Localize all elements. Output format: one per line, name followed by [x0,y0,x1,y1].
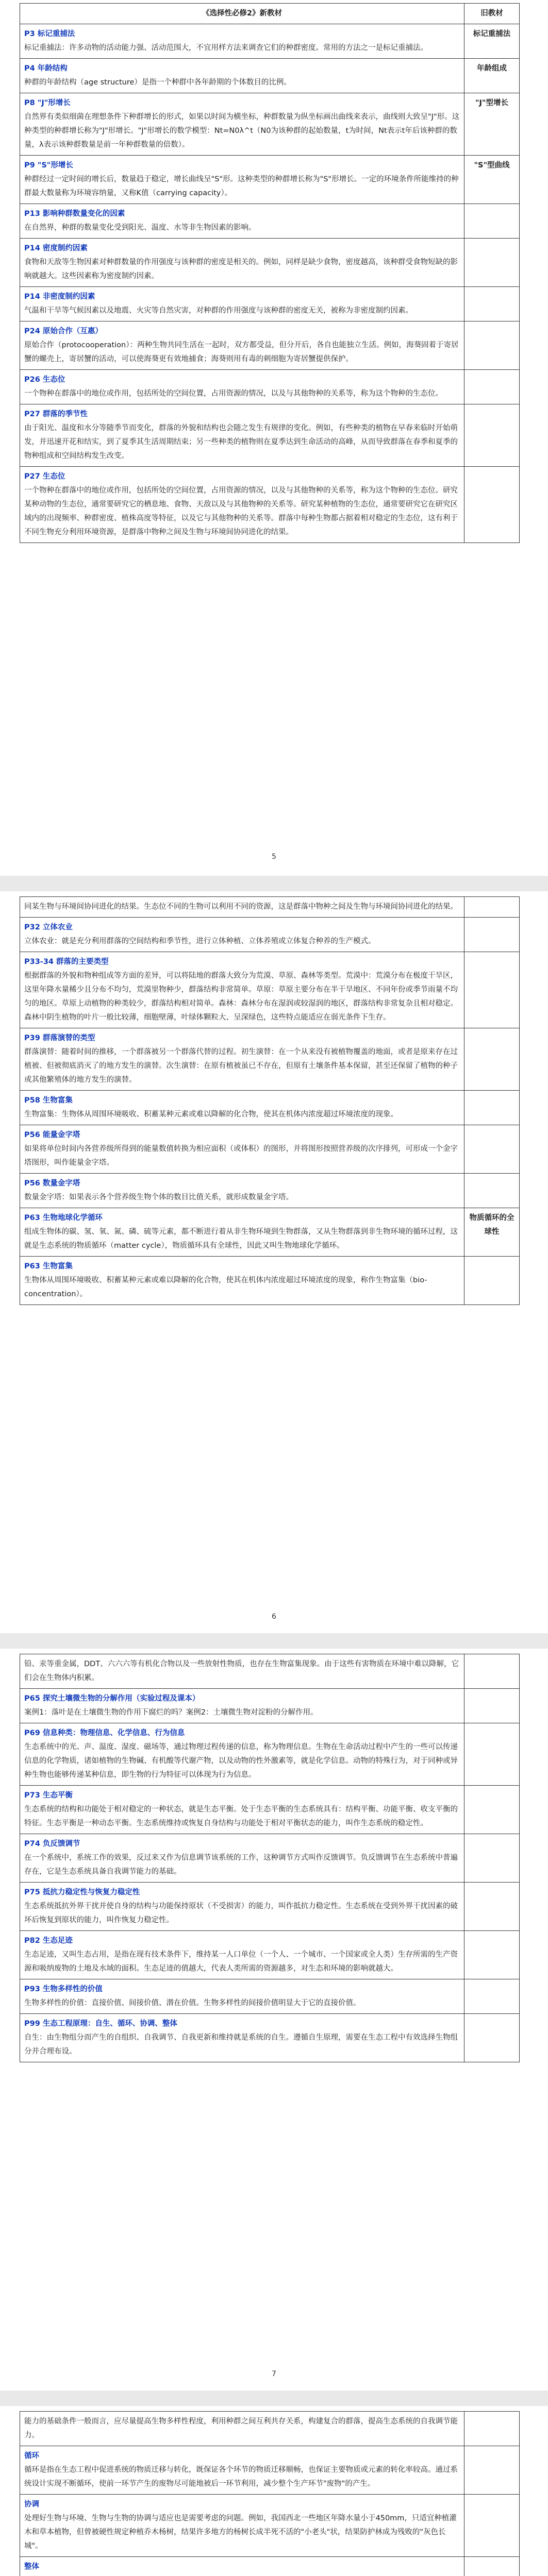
row-body: 立体农业：就是充分利用群落的空间结构和季节性，进行立体种植、立体养殖或立体复合种养的生产模式。 [24,937,376,945]
row-side-label [464,370,520,404]
comparison-table-page-3 [20,1654,520,2062]
row-title: P13 影响种群数量变化的因素 [24,210,125,218]
row-side-label [464,918,520,952]
table-row [20,1125,520,1174]
page-number: 5 [272,853,276,861]
row-title: P75 抵抗力稳定性与恢复力稳定性 [24,1888,140,1896]
table-row [20,156,520,204]
row-body: 食物和天敌等生物因素对种群数量的作用强度与该种群的密度是相关的。例如，同样是缺少食物，密度越高，该种群受食物短缺的影响就越大。这些因素称为密度制约因素。 [24,258,458,280]
document-page-1 [0,0,548,876]
row-side-label [464,2014,520,2062]
row-body: 同某生物与环境间协同进化的结果。生态位不同的生物可以利用不同的资源，这是群落中物种之间及生物与环境间协同进化的结果。 [24,903,458,911]
row-title: P56 数量金字塔 [24,1179,80,1188]
row-body: 能力的基础条件一般而言，应尽量提高生物多样性程度，利用种群之间互利共存关系，构建复合的群落，提高生态系统的自我调节能力。 [24,2417,458,2439]
page-separator [0,2391,548,2406]
row-title: P9 "S"形增长 [24,161,73,170]
table-row [20,2495,520,2557]
row-title: 协调 [24,2500,39,2509]
row-body: 气温和干旱等气候因素以及地震、火灾等自然灾害，对种群的作用强度与该种群的密度无关，被称为非密度制约因素。 [24,307,413,315]
table-row [20,1979,520,2014]
row-body: 生物体从周围环境吸收、积蓄某种元素或难以降解的化合物，使其在机体内浓度超过环境浓度的现象，称作生物富集（bio-concentration）。 [24,1276,427,1298]
table-row [20,239,520,287]
row-side-label [464,239,520,287]
document-page-3 [0,1649,548,2391]
row-side-label [464,1834,520,1883]
row-title: 整体 [24,2563,39,2571]
row-title: P3 标记重捕法 [24,30,75,38]
row-title: P27 生态位 [24,472,65,481]
table-row [20,1689,520,1723]
row-body: 处理好生物与环境、生物与生物的协调与适应也是需要考虑的问题。例如，我国西北一些地区年降水量小于450mm，只适宜种植灌木和草本植物，但曾被硬性规定种植乔木杨树，结果许多地方的杨树长成半死不活的"小老头"状，结果防护林成为残败的"灰色长城"。 [24,2514,457,2550]
row-body: 循环是指在生态工程中促进系统的物质迁移与转化，既保证各个环节的物质迁移顺畅，也保证主要物质或元素的转化率较高。通过系统设计实现不断循环，使前一环节产生的废物尽可能地被后一环节利用，减少整个生产环节"废物"的产生。 [24,2466,458,2488]
document-page-2 [0,891,548,1633]
row-title: P73 生态平衡 [24,1791,73,1800]
row-side-label [464,1654,520,1689]
table-row [20,93,520,156]
page-number: 6 [272,1613,276,1621]
table-row [20,1028,520,1091]
row-title: P27 群落的季节性 [24,410,88,418]
row-side-label [464,2495,520,2557]
row-side-label [464,2446,520,2495]
row-title: P24 原始合作（互惠） [24,327,103,335]
page-separator [0,876,548,891]
row-body: 案例1：落叶是在土壤微生物的作用下腐烂的吗？案例2：土壤微生物对淀粉的分解作用。 [24,1708,318,1717]
table-row [20,1208,520,1257]
row-title: P99 生态工程原理：自生、循环、协调、整体 [24,2020,177,2028]
table-row [20,404,520,467]
table-row [20,918,520,952]
row-title: P4 年龄结构 [24,64,68,73]
table-row [20,2446,520,2495]
row-side-label: 标记重捕法 [464,24,520,59]
row-side-label [464,2557,520,2576]
row-title: P56 能量金字塔 [24,1131,80,1139]
row-title: P14 非密度制约因素 [24,293,95,301]
row-body: 数量金字塔：如果表示各个营养级生物个体的数目比值关系，就形成数量金字塔。 [24,1193,293,1201]
table-row [20,1257,520,1305]
row-side-label [464,321,520,370]
row-side-label [464,1028,520,1091]
row-side-label [464,467,520,543]
table-row [20,1834,520,1883]
row-side-label [464,952,520,1028]
row-body: 生态足迹，又叫生态占用，是指在现有技术条件下，维持某一人口单位（一个人、一个城市、一个国家或全人类）生存所需的生产资源和吸纳废物的土地及水域的面积。生态足迹的值越大，代表人类所需的资源越多，对生态和环境的影响就越大。 [24,1951,458,1973]
comparison-table-page-1 [20,3,520,543]
table-row [20,59,520,93]
table-row [20,1654,520,1689]
table-row [20,897,520,918]
row-body [24,2574,460,2576]
row-side-label [464,1174,520,1208]
table-row [20,1174,520,1208]
row-side-label [464,1257,520,1305]
row-title: P39 群落演替的类型 [24,1034,95,1042]
table-row [20,952,520,1028]
table-header-cell: 《选择性必修2》新教材 [20,4,464,24]
row-title: P32 立体农业 [24,923,73,931]
row-title: P82 生态足迹 [24,1937,73,1945]
row-body: 种群经过一定时间的增长后，数量趋于稳定，增长曲线呈"S"形。这种类型的种群增长称为"S"形增长。一定的环境条件所能维持的种群最大数量称为环境容纳量，又称K值（carrying capacity）。 [24,175,459,197]
row-title: 循环 [24,2452,39,2460]
row-body: 在自然界，种群的数量变化受到阳光、温度、水等非生物因素的影响。 [24,224,256,232]
row-side-label [464,1723,520,1786]
row-body: 自然界有类似细菌在理想条件下种群增长的形式，如果以时间为横坐标，种群数量为纵坐标画出曲线来表示，曲线则大致呈"J"形。这种类型的种群增长称为"J"形增长。"J"形增长的数学模型：Nt=N0λ^t（N0为该种群的起始数量，t为时间，Nt表示t年后该种群的数量，λ表示该种群数量是前一年种群数量的倍数）。 [24,113,460,149]
row-body: 种群的年龄结构（age structure）是指一个种群中各年龄期的个体数目的比例。 [24,78,291,87]
table-row [20,1723,520,1786]
row-title: P26 生态位 [24,376,65,384]
page-separator [0,1633,548,1649]
row-body: 生态系统抵抗外界干扰并使自身的结构与功能保持原状（不受损害）的能力，叫作抵抗力稳定性。生态系统在受到外界干扰因素的破坏后恢复到原状的能力，叫作恢复力稳定性。 [24,1902,458,1924]
row-body: 自生：由生物组分而产生的自组织、自我调节、自我更新和维持就是系统的自生。遵循自生原理，需要在生态工程中有效选择生物组分并合理布设。 [24,2033,458,2056]
row-side-label: "S"型曲线 [464,156,520,204]
table-header-right: 旧教材 [464,4,520,24]
row-title: P63 生物地球化学循环 [24,1214,103,1222]
row-side-label [464,1883,520,1931]
table-row [20,1883,520,1931]
row-body: 组成生物体的碳、氢、氧、氮、磷、硫等元素，都不断进行着从非生物环境到生物群落，又从生物群落到非生物环境的循环过程，这就是生态系统的物质循环（matter cycle），物质循环具有全球性，因此又叫生物地球化学循环。 [24,1228,458,1250]
row-body: 生态系统的结构和功能处于相对稳定的一种状态，就是生态平衡。处于生态平衡的生态系统具有：结构平衡、功能平衡、收支平衡的特征。生态平衡是一种动态平衡。生态系统维持或恢复自身结构与功能处于相对平衡状态的能力，叫作生态系统的稳定性。 [24,1805,458,1827]
table-row [20,2412,520,2446]
row-body: 一个物种在群落中的地位或作用，包括所处的空间位置，占用资源的情况，以及与其他物种的关系等，称为这个物种的生态位。 [24,389,443,398]
row-body: 如果将单位时间内各营养级所得到的能量数值转换为相应面积（或体积）的图形，并将图形按照营养级的次序排列，可形成一个金字塔图形，叫作能量金字塔。 [24,1145,458,1167]
row-body: 原始合作（protocooperation）：两种生物共同生活在一起时，双方都受益，但分开后，各自也能独立生活。例如，海葵固着于寄居蟹的螺壳上，寄居蟹的活动，可以使海葵更有效地捕食；海葵则用有毒的刺细胞为寄居蟹提供保护。 [24,341,459,363]
row-side-label [464,1689,520,1723]
row-side-label [464,1091,520,1125]
row-side-label: 物质循环的全球性 [464,1208,520,1257]
table-row [20,204,520,239]
row-side-label [464,404,520,467]
table-header-row [20,4,520,24]
row-side-label [464,1979,520,2014]
row-side-label [464,1125,520,1174]
row-body: 由于阳光、温度和水分等随季节而变化，群落的外貌和结构也会随之发生有规律的变化。例如，有些种类的植物在早春来临时开始萌发，并迅速开花和结实，到了夏季其生活周期结束；另一些种类的植物则在夏季达到生命活动的高峰，从而导致群落在春季和夏季的物种组成和空间结构发生改变。 [24,424,458,460]
row-title: P8 "J"形增长 [24,99,71,107]
row-body: 生态系统中的光、声、温度、湿度、磁场等，通过物理过程传递的信息，称为物理信息。生物在生命活动过程中产生的一些可以传递信息的化学物质，诸如植物的生物碱、有机酸等代谢产物，以及动物的性外激素等，就是化学信息。动物的特殊行为，对于同种或异种生物也能够传递某种信息，即生物的行为特征可以体现为行为信息。 [24,1743,458,1779]
table-row [20,2014,520,2062]
row-side-label: "J"型增长 [464,93,520,156]
row-side-label [464,1786,520,1834]
row-side-label: 年龄组成 [464,59,520,93]
row-title: P63 生物富集 [24,1262,73,1270]
table-row [20,321,520,370]
row-title: P33-34 群落的主要类型 [24,958,109,966]
row-body: 在一个系统中，系统工作的效果，反过来又作为信息调节该系统的工作，这种调节方式叫作反馈调节。负反馈调节在生态系统中普遍存在，它是生态系统具备自我调节能力的基础。 [24,1854,458,1876]
row-side-label [464,204,520,239]
document-page-4 [0,2406,548,2576]
page-number: 7 [272,2370,276,2378]
table-row [20,1091,520,1125]
comparison-table-page-2 [20,896,520,1305]
table-row [20,24,520,59]
row-body: 群落演替：随着时间的推移，一个群落被另一个群落代替的过程。初生演替：在一个从来没有被植物覆盖的地面，或者是原来存在过植被、但被彻底消灭了的地方发生的演替。次生演替：在原有植被虽已不存在，但原有土壤条件基本保留，甚至还保留了植物的种子或其他繁殖体的地方发生的演替。 [24,1048,458,1084]
table-row [20,1786,520,1834]
table-row [20,467,520,543]
comparison-table-page-4 [20,2411,520,2576]
row-body: 生物富集：生物体从周围环境吸收、积蓄某种元素或难以降解的化合物，使其在机体内浓度超过环境浓度的现象。 [24,1110,398,1118]
table-row [20,370,520,404]
row-title: P69 信息种类：物理信息、化学信息、行为信息 [24,1729,185,1737]
row-body: 标记重捕法：许多动物的活动能力强、活动范围大，不宜用样方法来调查它们的种群密度。常用的方法之一是标记重捕法。 [24,44,428,52]
row-side-label [464,1931,520,1979]
row-body: 生物多样性的价值：直接价值、间接价值、潜在价值。生物多样性的间接价值明显大于它的直接价值。 [24,1999,361,2007]
row-body: 一个物种在群落中的地位或作用，包括所处的空间位置，占用资源的情况，以及与其他物种的关系等，称为这个物种的生态位。研究某种动物的生态位，通常要研究它的栖息地、食物、天敌以及与其他物种的关系等。研究某种植物的生态位，通常要研究它在研究区域内的出现频率、种群密度、植株高度等特征，以及它与其他物种的关系等。群落中每种生物都占据着相对稳定的生态位，这有利于不同生物充分利用环境资源，是群落中物种之间及生物与环境间协同进化的结果。 [24,486,458,536]
table-row [20,287,520,321]
row-body: 根据群落的外貌和物种组成等方面的差异，可以将陆地的群落大致分为荒漠、草原、森林等类型。荒漠中：荒漠分布在极度干旱区，这里年降水量稀少且分布不均匀，荒漠里物种少，群落结构非常简单。草原：草原主要分布在半干旱地区、不同年份或季节雨量不均匀的地区。草原上动植物的种类较少，群落结构相对简单。森林：森林分布在湿润或较湿润的地区，群落结构非常复杂且相对稳定。森林中阴生植物的叶片一般比较薄，细胞壁薄，叶绿体颗粒大、呈深绿色，这些特点能适应在弱光条件下生存。 [24,972,458,1022]
row-body: 铅、汞等重金属，DDT、六六六等有机化合物以及一些放射性物质，也存在生物富集现象。由于这些有害物质在环境中难以降解，它们会在生物体内积累。 [24,1660,459,1682]
row-side-label [464,897,520,918]
row-title: P14 密度制约因素 [24,244,88,252]
row-side-label [464,287,520,321]
row-side-label [464,2412,520,2446]
row-title: P58 生物富集 [24,1096,73,1105]
row-title: P65 探究土壤微生物的分解作用（实验过程及课本） [24,1694,200,1703]
table-row [20,1931,520,1979]
row-title: P74 负反馈调节 [24,1840,80,1848]
table-row [20,2557,520,2576]
row-title: P93 生物多样性的价值 [24,1985,103,1993]
